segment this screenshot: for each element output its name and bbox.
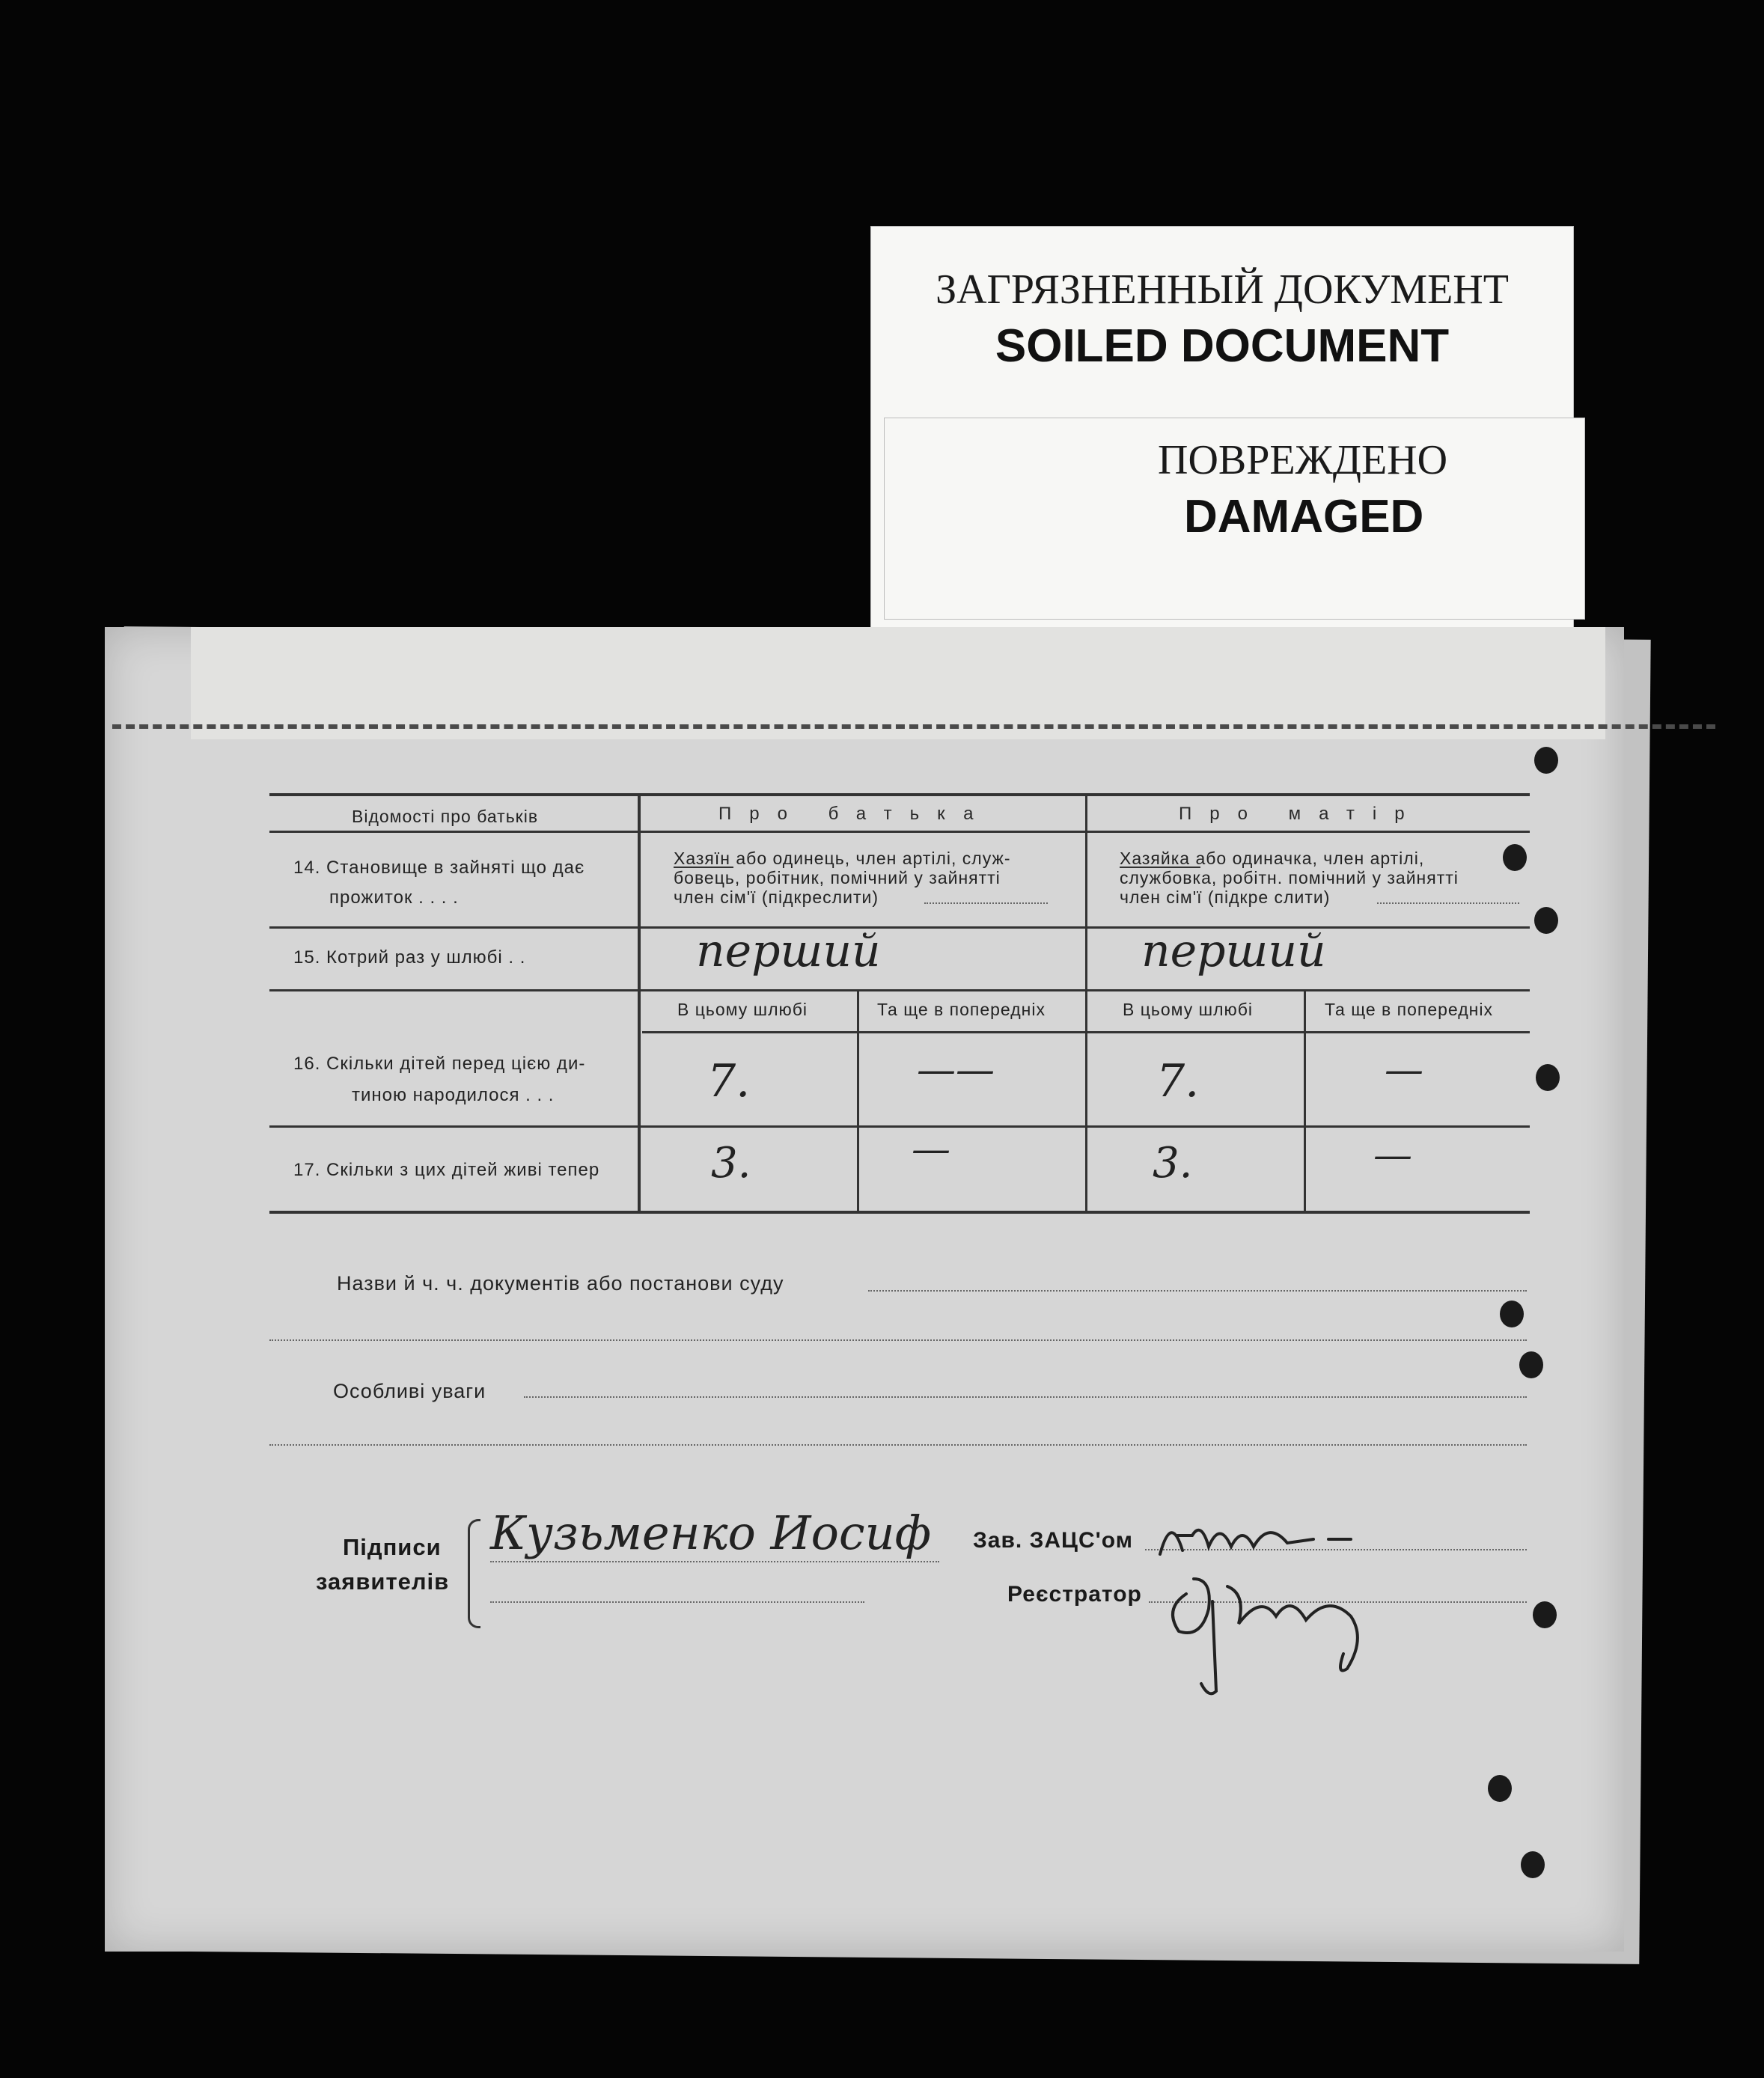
subheader-father-previous: Та ще в попередніх [877, 1000, 1046, 1019]
row14-father-line2: бовець, робітник, помічний у зайнятті [674, 868, 1001, 887]
registrar-label: Реєстратор [1007, 1582, 1142, 1607]
row15-label: 15. Котрий раз у шлюбі . . [293, 947, 526, 968]
row14-father-line3: член сім'ї (підкреслити) [674, 887, 879, 907]
document-sheet [105, 627, 1624, 1952]
table-col-divider [638, 793, 641, 1211]
soiled-label-en: SOILED DOCUMENT [995, 320, 1450, 372]
row16-label-line2: тиною народилося . . . [352, 1085, 555, 1105]
perforation-line [112, 724, 1715, 729]
table-col-divider [857, 989, 859, 1211]
subheader-mother-this-marriage: В цьому шлюбі [1123, 1000, 1254, 1019]
table-top-rule [269, 793, 1530, 796]
table-rule [269, 831, 1530, 833]
row14-mother-line3: член сім'ї (підкре слити) [1120, 887, 1331, 907]
row17-father-this: 3. [711, 1139, 751, 1188]
applicant-signature: Кузьменко Иосиф [490, 1506, 932, 1560]
table-col-divider [1085, 793, 1087, 1211]
row17-mother-prev: — [1373, 1133, 1412, 1178]
row14-label-line2: прожиток . . . . [329, 887, 459, 908]
document-top-strip [191, 627, 1605, 739]
binding-hole [1534, 907, 1558, 934]
registrar-signature-scribble [1156, 1564, 1411, 1706]
documents-label: Назви й ч. ч. документів або постанови суду [337, 1272, 784, 1295]
table-col-divider [1304, 989, 1306, 1211]
subheader-mother-previous: Та ще в попередніх [1325, 1000, 1493, 1019]
header-father: Про батька [718, 804, 992, 824]
binding-hole [1519, 1351, 1543, 1378]
dotted-fill-line [490, 1561, 939, 1562]
head-zags-label: Зав. ЗАЦС'ом [973, 1528, 1133, 1553]
dotted-fill-line [490, 1601, 864, 1603]
binding-hole [1534, 747, 1558, 774]
row15-mother-value: перший [1141, 925, 1326, 977]
signatures-label-line2: заявителів [316, 1568, 450, 1595]
row16-father-prev: —— [917, 1048, 995, 1093]
header-parents-info: Відомості про батьків [352, 807, 539, 826]
header-mother: Про матір [1179, 804, 1423, 824]
subheader-father-this-marriage: В цьому шлюбі [677, 1000, 808, 1019]
head-zags-signature-scribble [1156, 1506, 1381, 1565]
binding-hole [1500, 1301, 1524, 1327]
table-bottom-rule [269, 1211, 1530, 1214]
row14-father-line1: Хазяїн або одинець, член артілі, служ- [674, 849, 1011, 868]
dotted-fill-line [868, 1290, 1527, 1292]
binding-hole [1503, 844, 1527, 871]
dotted-fill-line [924, 902, 1048, 904]
binding-hole [1488, 1775, 1512, 1802]
row17-label: 17. Скільки з цих дітей живі тепер [293, 1160, 600, 1180]
row14-label-line1: 14. Становище в зайняті що дає [293, 858, 585, 878]
underline-mark [1120, 867, 1200, 868]
remarks-label: Особливі уваги [333, 1380, 486, 1402]
row14-mother-line1: Хазяйка або одиначка, член артілі, [1120, 849, 1425, 868]
binding-hole [1536, 1064, 1560, 1091]
table-rule [269, 1125, 1530, 1128]
row17-father-prev: — [912, 1127, 950, 1172]
row16-mother-prev: — [1385, 1048, 1423, 1093]
binding-hole [1533, 1601, 1557, 1628]
row16-mother-this: 7. [1156, 1055, 1200, 1107]
dotted-fill-line [269, 1444, 1527, 1446]
underline-mark [674, 867, 733, 868]
dotted-fill-line [269, 1339, 1527, 1341]
table-rule [269, 926, 1530, 929]
row16-label-line1: 16. Скільки дітей перед цією ди- [293, 1054, 586, 1074]
signature-brace [468, 1519, 480, 1628]
row17-mother-this: 3. [1153, 1139, 1193, 1188]
damaged-document-label [884, 418, 1585, 620]
row16-father-this: 7. [707, 1055, 751, 1107]
damaged-label-ru: ПОВРЕЖДЕНО [1158, 437, 1448, 483]
binding-hole [1521, 1851, 1545, 1878]
soiled-label-ru: ЗАГРЯЗНЕННЫЙ ДОКУМЕНТ [936, 266, 1509, 313]
table-rule [269, 989, 1530, 991]
dotted-fill-line [524, 1396, 1527, 1398]
damaged-label-en: DAMAGED [1184, 491, 1424, 543]
signatures-label-line1: Підписи [343, 1534, 442, 1560]
row15-father-value: перший [696, 925, 881, 977]
dotted-fill-line [1377, 902, 1519, 904]
row14-mother-line2: службовка, робітн. помічний у зайнятті [1120, 868, 1459, 887]
